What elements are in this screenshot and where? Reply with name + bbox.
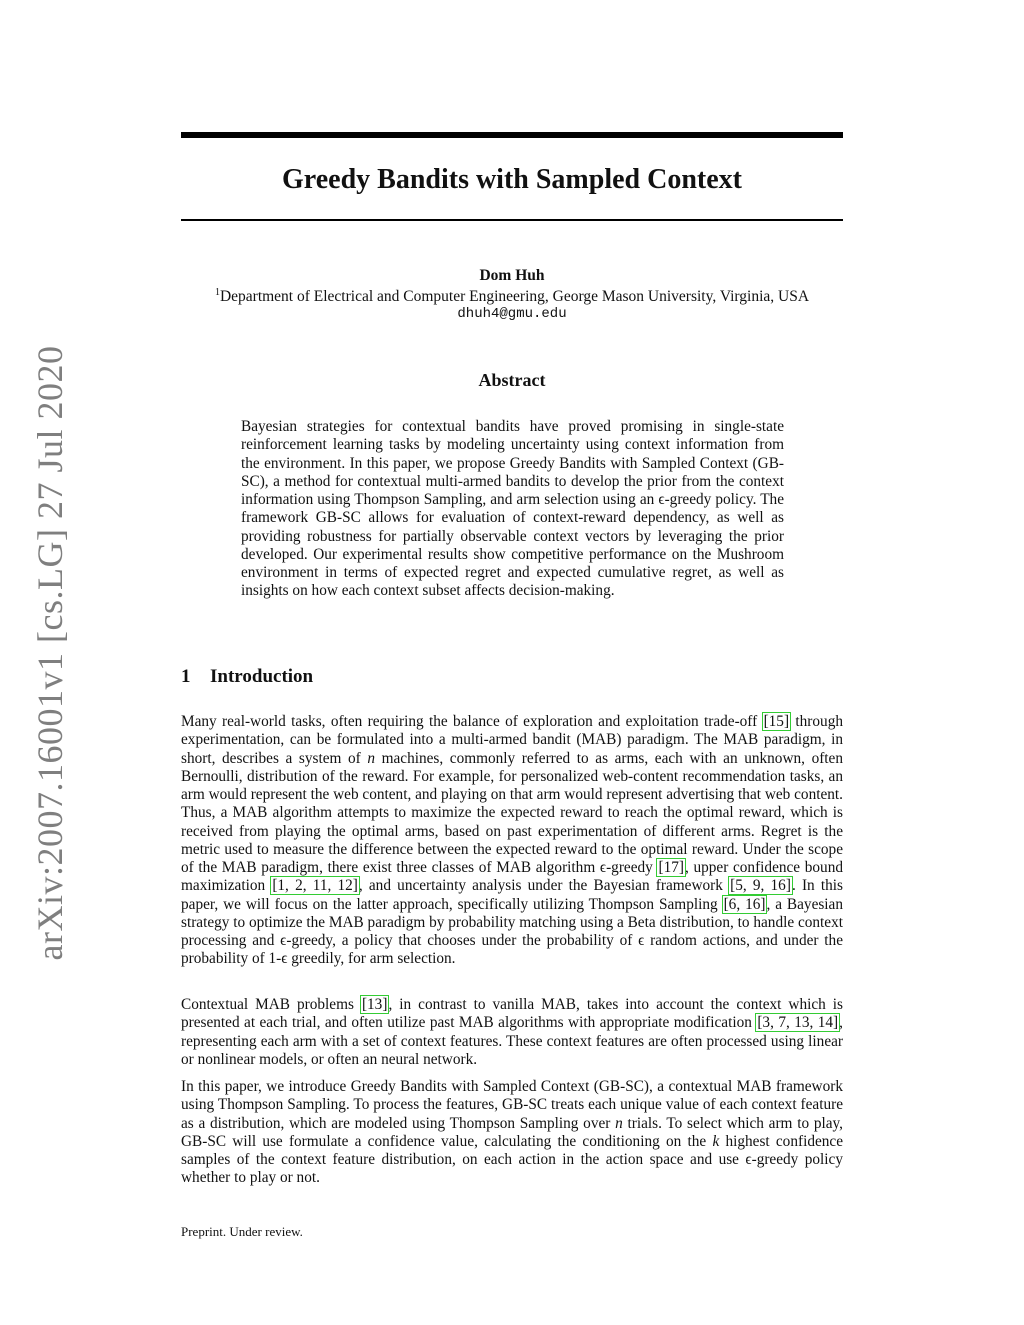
citation-link[interactable]: [15] [763,713,790,730]
citation-link[interactable]: [5, 9, 16] [730,877,791,895]
text-run: In this paper, we introduce Greedy Bandits with Sampled Context (GB-SC), a contextual MAB framework using Thompson Sampling. To process the features, GB-SC treats each unique value of each context feature as a distribution, which are modeled using Thompson Sampling over [181,1078,843,1132]
affiliation-text: Department of Electrical and Computer Engineering, George Mason University, Virginia, USA [219,288,810,306]
text-run: trials. To select which arm to play, GB-SC will use formulate a confidence value, calculating the conditioning on the [181,1114,843,1150]
text-run: through experimentation, can be formulated into a multi-armed bandit (MAB) paradigm. The MAB paradigm, in short, describes a system of [181,713,843,767]
citation-link[interactable]: [1, 2, 11, 12] [272,877,358,895]
title-rule-bottom [181,219,843,221]
text-run: Many real-world tasks, often requiring the balance of exploration and exploitation trade-off [181,713,763,730]
math-variable: n [615,1114,623,1132]
text-run: . In this paper, we will focus on the latter approach, specifically utilizing Thompson Sampling [181,877,843,913]
intro-paragraph-1 [181,713,843,969]
section-heading [181,666,313,688]
author-name: Dom Huh [479,267,545,284]
math-variable: k [712,1132,720,1150]
citation-link[interactable]: [13] [361,996,388,1013]
footer-note: Preprint. Under review. [181,1224,303,1239]
text-run: highest confidence samples of the context feature distribution, on each action in the action space and use ϵ-greedy policy whether to play or not. [181,1132,843,1187]
text-run: Contextual MAB problems [181,996,361,1013]
text-run: machines, commonly referred to as arms, each with an unknown, often Bernoulli, distribution of the reward. For example, for personalized web-content recommendation tasks, an arm would represent the web content, and playing on that arm would represent advertising that web content. Thus, a MAB algorithm attempts to maximize the expected reward to reach the optimal reward, which is received from playing the optimal arms, based on past experimentation of different arms. Regret is the metric used to measure the difference between the expected reward to the optimal reward. Under the scope of the MAB paradigm, there exist three classes of MAB algorithm ϵ-greedy [181,749,843,876]
text-run: , representing each arm with a set of context features. These context features are often processed using linear or nonlinear models, or often an neural network. [181,1014,843,1068]
abstract-text: Bayesian strategies for contextual bandits have proved promising in single-state reinforcement learning tasks by modeling uncertainty using context information from the environment. In this paper, we propose Greedy Bandits with Sampled Context (GB-SC), a method for contextual multi-armed bandits to develop the prior from the context information using Thompson Sampling, and arm selection using an ϵ-greedy policy. The framework GB-SC allows for evaluation of context-reward dependency, as well as providing robustness for partially observable context vectors by leveraging the prior developed. Our experimental results show competitive performance on the Mushroom environment in terms of expected regret and expected cumulative regret, as well as insights on how each context subset affects decision-making. [241,418,784,600]
citation-link[interactable]: [3, 7, 13, 14] [757,1014,839,1032]
citation-link[interactable]: [17] [658,859,684,876]
arxiv-identifier: arXiv:2007.16001v1 [cs.LG] 27 Jul 2020 [30,345,70,961]
text-run: , and uncertainty analysis under the Bayesian framework [358,877,730,895]
text-run: , a Bayesian strategy to optimize the MAB paradigm by probability matching using a Beta distribution, to handle context processing and ϵ-greedy, a policy that chooses under the probability of ϵ random actions, and under the probability of 1-ϵ greedily, for arm selection. [181,895,843,968]
section-title: Introduction [210,666,314,687]
text-run: , in contrast to vanilla MAB, takes into account the context which is presented at each trial, and often utilize past MAB algorithms with appropriate modification [181,996,843,1032]
affiliation-superscript: 1 [214,287,220,298]
intro-paragraph-2 [181,996,843,1069]
citation-link[interactable]: [6, 16] [723,895,766,913]
text-run: , upper confidence bound maximization [181,859,844,895]
abstract-heading: Abstract [478,370,546,390]
intro-paragraph-3 [181,1078,843,1188]
math-variable: n [367,749,375,767]
title-rule-top [181,132,843,138]
author-affiliation [150,287,874,306]
author-email[interactable]: dhuh4@gmu.edu [457,306,567,322]
paper-title: Greedy Bandits with Sampled Context [282,164,742,195]
section-number: 1 [181,666,191,687]
arxiv-sidebar [30,345,70,961]
